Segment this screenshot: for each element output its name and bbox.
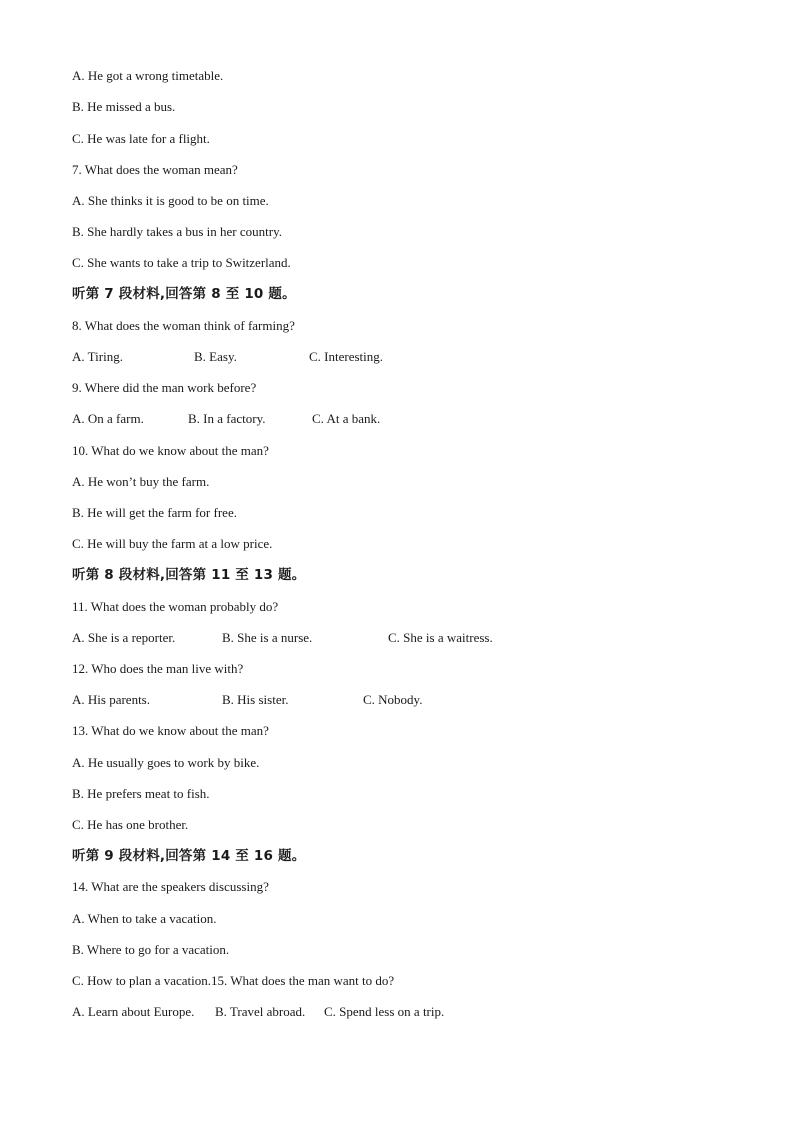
q8-options (72, 349, 383, 365)
q12-option-a: A. His parents. (72, 692, 150, 707)
q9-options (72, 411, 380, 427)
q8-option-c: C. Interesting. (309, 349, 384, 364)
q7-option-a: A. She thinks it is good to be on time. (72, 193, 269, 208)
section-9-heading: 听第 9 段材料,回答第 14 至 16 题。 (72, 848, 306, 864)
q11-options (72, 630, 493, 646)
q12-option-b: B. His sister. (222, 692, 289, 707)
q11-question: 11. What does the woman probably do? (72, 599, 279, 614)
q10-option-b: B. He will get the farm for free. (72, 505, 237, 520)
q7-question: 7. What does the woman mean? (72, 162, 238, 177)
q8-option-b: B. Easy. (194, 349, 237, 364)
q7-option-b: B. She hardly takes a bus in her country. (72, 224, 282, 239)
q6-option-b: B. He missed a bus. (72, 99, 176, 114)
q8-option-a: A. Tiring. (72, 349, 123, 364)
q11-option-c: C. She is a waitress. (388, 630, 493, 645)
q13-question: 13. What do we know about the man? (72, 723, 269, 738)
q14-option-b: B. Where to go for a vacation. (72, 942, 230, 957)
q7-option-c: C. She wants to take a trip to Switzerland. (72, 255, 291, 270)
q9-option-c: C. At a bank. (312, 411, 381, 426)
q11-option-a: A. She is a reporter. (72, 630, 176, 645)
q14-option-a: A. When to take a vacation. (72, 911, 217, 926)
q15-question: 15. What does the man want to do? (211, 973, 395, 988)
q12-option-c: C. Nobody. (363, 692, 423, 707)
q13-option-a: A. He usually goes to work by bike. (72, 755, 260, 770)
q15-option-a: A. Learn about Europe. (72, 1004, 195, 1019)
q10-question: 10. What do we know about the man? (72, 443, 269, 458)
section-8-heading: 听第 8 段材料,回答第 11 至 13 题。 (72, 567, 306, 583)
q13-option-b: B. He prefers meat to fish. (72, 786, 210, 801)
q6-option-a: A. He got a wrong timetable. (72, 68, 224, 83)
q9-option-a: A. On a farm. (72, 411, 144, 426)
q12-options (72, 692, 422, 708)
q15-options (72, 1004, 444, 1020)
q14-option-c: C. How to plan a vacation. (72, 973, 211, 988)
q11-option-b: B. She is a nurse. (222, 630, 313, 645)
q8-question: 8. What does the woman think of farming? (72, 318, 295, 333)
q10-option-c: C. He will buy the farm at a low price. (72, 536, 273, 551)
q13-option-c: C. He has one brother. (72, 817, 189, 832)
q6-option-c: C. He was late for a flight. (72, 131, 210, 146)
q15-option-b: B. Travel abroad. (215, 1004, 306, 1019)
q14-question: 14. What are the speakers discussing? (72, 879, 269, 894)
section-7-heading: 听第 7 段材料,回答第 8 至 10 题。 (72, 286, 296, 302)
q9-option-b: B. In a factory. (188, 411, 266, 426)
q15-option-c: C. Spend less on a trip. (324, 1004, 445, 1019)
q12-question: 12. Who does the man live with? (72, 661, 244, 676)
q10-option-a: A. He won’t buy the farm. (72, 474, 210, 489)
q14-option-c-and-q15 (72, 973, 394, 989)
q9-question: 9. Where did the man work before? (72, 380, 257, 395)
